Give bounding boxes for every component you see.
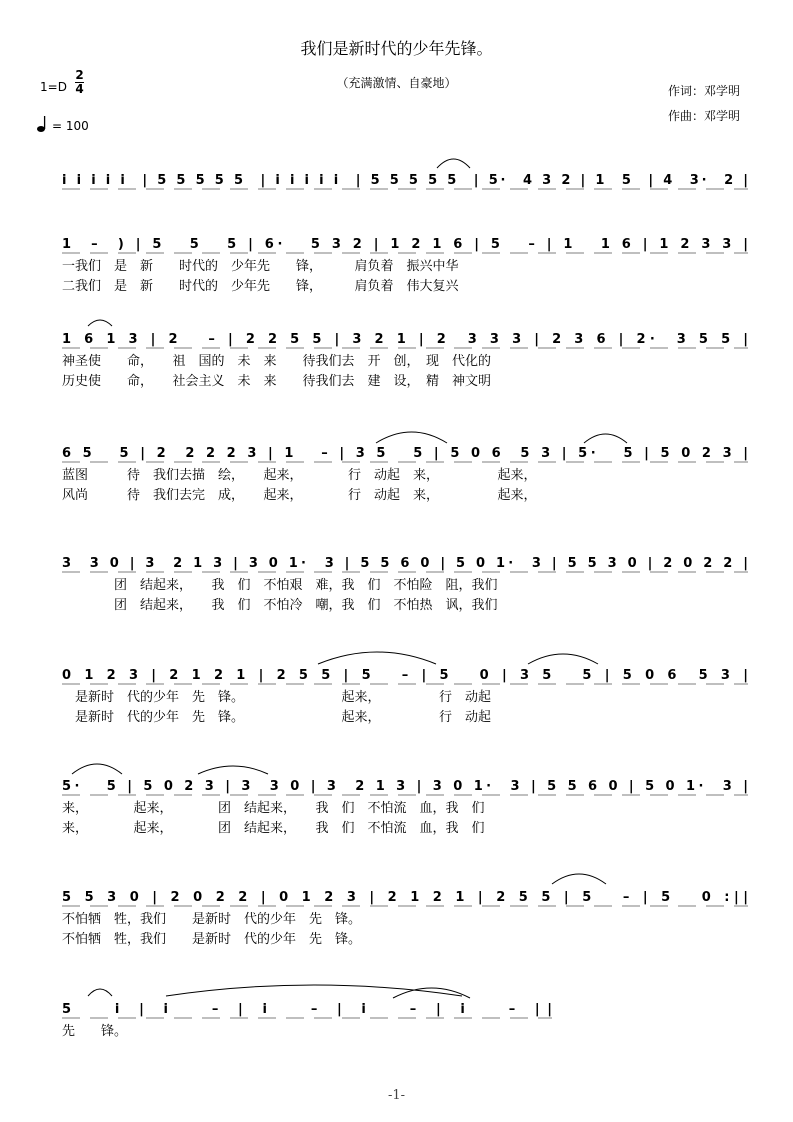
lyric-line: 来， 起来， 团 结起来， 我 们 不怕流 血，我 们	[62, 801, 485, 816]
notation-system	[62, 556, 748, 613]
lyric-line: 二我们 是 新 时代的 少年先 锋， 肩负着 伟大复兴	[62, 279, 459, 294]
slur-mark	[88, 989, 112, 996]
slur-mark	[528, 654, 598, 664]
lyric-line: 一我们 是 新 时代的 少年先 锋， 肩负着 振兴中华	[62, 259, 459, 274]
lyric-line: 不怕牺 牲，我们 是新时 代的少年 先 锋。	[62, 932, 362, 947]
notation-system	[62, 332, 748, 389]
notation-system	[62, 446, 748, 503]
lyric-line: 历史使 命， 社会主义 未 来 待我们去 建 设， 精 神文明	[62, 374, 492, 389]
notation-line: 1 – ) | 5 5 5 | 6· 5 3 2 | 1 2 1 6 | 5 – | 1 1 6 | 1 2 3 3 |	[62, 237, 748, 252]
slur-mark	[198, 766, 268, 774]
lyric-line: 团 结起来， 我 们 不怕艰 难，我 们 不怕险 阻，我们	[62, 578, 498, 593]
notation-line: 5 i | i – | i – | i – | i – ||	[62, 1002, 552, 1017]
lyricist-credit: 作词：邓学明	[668, 84, 741, 98]
slur-mark	[376, 432, 447, 443]
notation-system	[62, 1002, 552, 1039]
notation-system	[62, 779, 748, 836]
slur-mark	[584, 434, 627, 443]
slur-mark	[437, 159, 470, 168]
notation-line: 5· 5 | 5 0 2 3 | 3 3 0 | 3 2 1 3 | 3 0 1· 3 | 5 5 6 0 | 5 0 1· 3 |	[62, 779, 748, 794]
notation-system	[62, 173, 748, 189]
lyric-line: 不怕牺 牲，我们 是新时 代的少年 先 锋。	[62, 912, 362, 927]
notation-line: 3 3 0 | 3 2 1 3 | 3 0 1· 3 | 5 5 6 0 | 5 0 1· 3 | 5 5 3 0 | 2 0 2 2 |	[62, 556, 748, 571]
notation-system	[62, 237, 748, 294]
lyric-line: 先 锋。	[62, 1024, 128, 1039]
composer-credit: 作曲：邓学明	[668, 109, 741, 123]
lyric-line: 是新时 代的少年 先 锋。 起来， 行 动起	[62, 690, 492, 705]
notation-line: i i i i i | 5 5 5 5 5 | i i i i i | 5 5 5 5 5 | 5· 4 3 2 | 1 5 | 4 3· 2 |	[62, 173, 748, 188]
slur-mark	[166, 985, 462, 996]
key-signature: 1=D	[40, 80, 67, 94]
lyric-line: 团 结起来， 我 们 不怕冷 嘲，我 们 不怕热 讽，我们	[62, 598, 498, 613]
song-title: 我们是新时代的少年先锋。	[300, 39, 493, 58]
slur-mark	[72, 764, 122, 774]
lyric-line: 神圣使 命， 祖 国的 未 来 待我们去 开 创， 现 代化的	[62, 354, 492, 369]
slur-mark	[88, 320, 112, 326]
slur-mark	[318, 652, 436, 664]
expression-marking: （充满激情、自豪地）	[336, 76, 457, 90]
notation-system	[62, 890, 748, 947]
lyric-line: 风尚 待 我们去完 成， 起来， 行 动起 来， 起来，	[62, 488, 537, 503]
notation-line: 0 1 2 3 | 2 1 2 1 | 2 5 5 | 5 – | 5 0 | 3 5 5 | 5 0 6 5 3 |	[62, 668, 748, 683]
time-signature-bottom: 4	[75, 82, 84, 96]
time-signature-top: 2	[75, 68, 84, 82]
notation-line: 6 5 5 | 2 2 2 2 3 | 1 – | 3 5 5 | 5 0 6 5 3 | 5· 5 | 5 0 2 3 |	[62, 446, 749, 461]
page-number: -1-	[387, 1088, 406, 1103]
notation-line: 5 5 3 0 | 2 0 2 2 | 0 1 2 3 | 2 1 2 1 | 2 5 5 | 5 – | 5 0 :||	[62, 890, 748, 905]
notation-system	[62, 668, 748, 725]
lyric-line: 来， 起来， 团 结起来， 我 们 不怕流 血，我 们	[62, 821, 485, 836]
notation-line: 1 6 1 3 | 2 – | 2 2 5 5 | 3 2 1 | 2 3 3 3 | 2 3 6 | 2· 3 5 5 |	[62, 332, 748, 347]
lyric-line: 蓝图 待 我们去描 绘， 起来， 行 动起 来， 起来，	[62, 468, 537, 483]
slur-mark	[552, 874, 606, 884]
lyric-line: 是新时 代的少年 先 锋。 起来， 行 动起	[62, 710, 492, 725]
tempo-value: = 100	[52, 119, 89, 133]
